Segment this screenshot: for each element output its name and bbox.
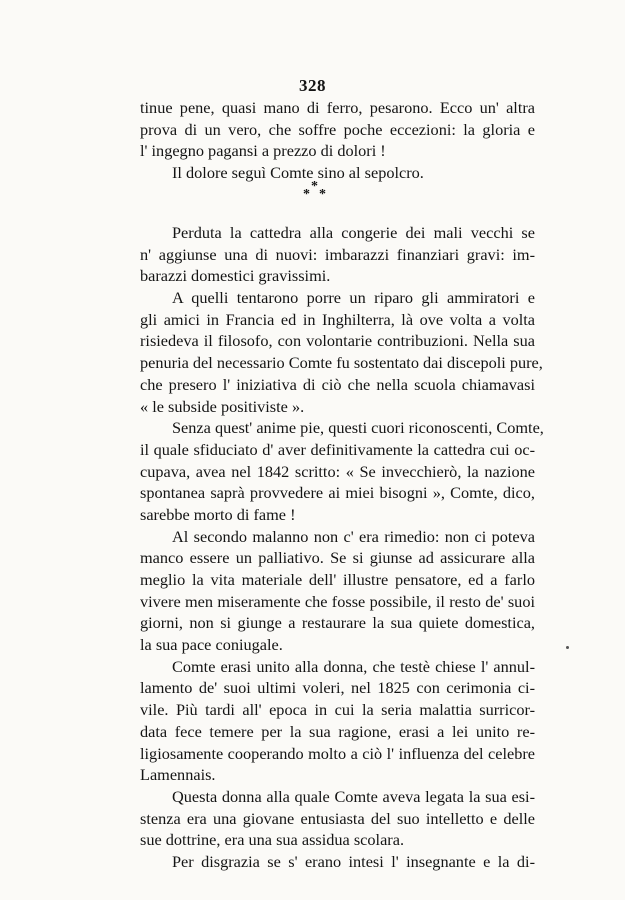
text-line: Perduta la cattedra alla congerie dei mali vecchi se <box>172 223 535 242</box>
text-line: Senza quest' anime pie, questi cuori riconoscenti, Comte, <box>172 418 544 438</box>
text-line: sue dottrine, era una sua assidua scolara. <box>140 830 405 850</box>
asterisk-icon: * <box>319 187 326 202</box>
page-number: 328 <box>299 76 326 95</box>
text-line: giorni, non si giunge a restaurare la sua quiete domestica, <box>140 613 535 633</box>
text-line: sarebbe morto di fame ! <box>140 504 296 524</box>
text-line: il quale sfiduciato d' aver definitivamente la cattedra cui oc- <box>140 439 535 459</box>
asterisk-icon: * <box>311 179 318 194</box>
text-line: « le subside positiviste ». <box>140 396 305 416</box>
text-line: barazzi domestici gravissimi. <box>140 266 331 286</box>
text-line: stenza era una giovane entusiasta del suo intelletto e delle <box>140 808 535 828</box>
text-line: Questa donna alla quale Comte aveva legata la sua esi- <box>172 786 535 806</box>
text-line: cupava, avea nel 1842 scritto: « Se invecchierò, la nazione <box>140 461 535 481</box>
text-line: tinue pene, quasi mano di ferro, pesarono. Ecco un' altra <box>140 98 535 117</box>
text-line: Lamennais. <box>140 765 216 785</box>
text-line: Comte erasi unito alla donna, che testè chiese l' annul- <box>172 656 535 676</box>
section-separator <box>0 180 625 210</box>
asterisk-icon: * <box>303 187 310 202</box>
text-line: risiedeva il filosofo, con volontarie contribuzioni. Nella sua <box>140 331 535 351</box>
text-line: lamento de' suoi ultimi voleri, nel 1825 con cerimonia ci- <box>140 678 535 698</box>
text-line: prova di un vero, che soffre poche eccezioni: la gloria e <box>140 119 535 139</box>
text-line: Il dolore seguì Comte sino al sepolcro. <box>172 163 424 183</box>
text-line: A quelli tentarono porre un riparo gli ammiratori e <box>172 288 535 308</box>
text-line: n' aggiunse una di nuovi: imbarazzi finanziari gravi: im- <box>140 244 535 264</box>
text-line: spontanea saprà provvedere ai miei bisogni », Comte, dico, <box>140 483 535 503</box>
paragraph-block-main <box>140 222 544 873</box>
text-line: che presero l' iniziativa di ciò che nella scuola chiamavasi <box>140 374 535 394</box>
text-line: vile. Più tardi all' epoca in cui la seria malattia surricor- <box>140 700 535 720</box>
paper-speck <box>566 646 569 649</box>
text-line: vivere men miseramente che fosse possibile, il resto de' suoi <box>140 591 535 611</box>
text-line: penuria del necessario Comte fu sostentato dai discepoli pure, <box>140 353 543 373</box>
text-line: la sua pace coniugale. <box>140 635 283 655</box>
text-line: gli amici in Francia ed in Inghilterra, là ove volta a volta <box>140 309 535 329</box>
paragraph-block-top <box>140 97 535 184</box>
text-line: Per disgrazia se s' erano intesi l' insegnante e la di- <box>172 851 535 871</box>
text-line: l' ingegno pagansi a prezzo di dolori ! <box>140 141 386 161</box>
text-line: Al secondo malanno non c' era rimedio: non ci poteva <box>172 526 535 546</box>
text-line: data fece temere per la sua ragione, erasi a lei unito re- <box>140 721 535 741</box>
text-line: ligiosamente cooperando molto a ciò l' influenza del celebre <box>140 743 535 763</box>
text-line: meglio la vita materiale dell' illustre pensatore, ed a farlo <box>140 570 535 589</box>
text-line: manco essere un palliativo. Se si giunse ad assicurare alla <box>140 548 535 568</box>
